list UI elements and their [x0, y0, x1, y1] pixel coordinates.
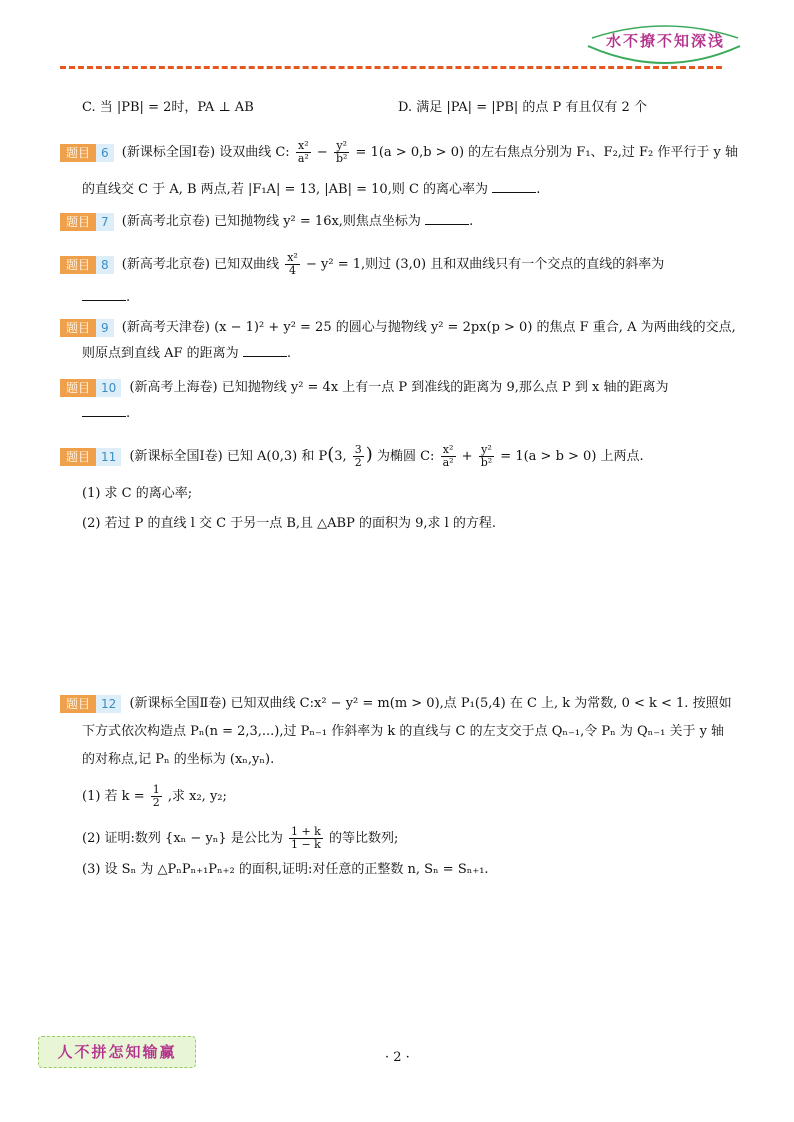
question-8-line-2: .	[82, 288, 130, 308]
question-tag: 题目	[60, 144, 96, 162]
question-9-line-1: 题目 9 (新高考天津卷) (x − 1)² + y² = 25 的圆心与抛物线 y² = 2px(p > 0) 的焦点 F 重合, A 为两曲线的交点,	[60, 318, 736, 338]
question-6-line-2: 的直线交 C 于 A, B 两点,若 |F₁A| = 13, |AB| = 10,则 C 的离心率为 .	[82, 182, 541, 197]
question-8-line-1: 题目 8 (新高考北京卷) 已知双曲线 $\frac{\text{x²}}{4}$ − y² = 1,则过 (3,0) 且和双曲线只有一个交点的直线的斜率为	[60, 252, 664, 277]
answer-blank[interactable]	[425, 212, 469, 225]
question-number: 10	[96, 379, 121, 397]
question-9-line-2: 则原点到直线 AF 的距离为 .	[82, 346, 291, 361]
logo-text: 水不撩不知深浅	[606, 32, 726, 50]
question-12-line-1: 题目 12 (新课标全国Ⅱ卷) 已知双曲线 C:x² − y² = m(m > 0),点 P₁(5,4) 在 C 上, k 为常数, 0 < k < 1. 按照如	[60, 694, 732, 714]
question-10-line-2: .	[82, 404, 130, 424]
question-tag: 题目	[60, 213, 96, 231]
question-tag: 题目	[60, 319, 96, 337]
footer-motto: 人不拼怎知输赢	[38, 1036, 196, 1068]
question-12-sub-3: (3) 设 Sₙ 为 △PₙPₙ₊₁Pₙ₊₂ 的面积,证明:对任意的正整数 n, Sₙ = Sₙ₊₁.	[82, 862, 489, 877]
question-tag: 题目	[60, 256, 96, 274]
answer-blank[interactable]	[492, 180, 536, 193]
page-number: · 2 ·	[385, 1050, 410, 1065]
question-tag: 题目	[60, 695, 96, 713]
question-tag: 题目	[60, 448, 96, 466]
answer-blank[interactable]	[243, 344, 287, 357]
question-6-line-1: 题目 6 (新课标全国Ⅰ卷) 设双曲线 C: $\frac{\text{x²}}{\text{a²}}$ − $\frac{\text{y²}}{\text{b²}}$ = 1(a > 0,b > 0) 的左右焦点分别为 F₁、F₂,过 F₂ 作平行于 y 轴	[60, 140, 738, 165]
fraction: $\frac{1}{2}$	[152, 783, 160, 809]
fraction: $\frac{3}{2}$	[354, 443, 362, 469]
fraction: $\frac{1 + k}{1 - k}$	[290, 825, 321, 851]
fraction: $\frac{\text{y²}}{\text{b²}}$	[480, 443, 493, 469]
question-number: 12	[96, 695, 121, 713]
question-11-line-1: 题目 11 (新课标全国Ⅰ卷) 已知 A(0,3) 和 P(3, $\frac{3}{2}$ ) 为椭圆 C: $\frac{\text{x²}}{\text{a²}}$ + $\frac{\text{y²}}{\text{b²}}$ = 1(a > b > 0) 上两点.	[60, 444, 644, 469]
question-number: 11	[96, 448, 121, 466]
question-11-sub-1: (1) 求 C 的离心率;	[82, 486, 193, 501]
choice-d: D. 满足 |PA| = |PB| 的点 P 有且仅有 2 个	[398, 100, 647, 115]
question-11-sub-2: (2) 若过 P 的直线 l 交 C 于另一点 B,且 △ABP 的面积为 9,求 l 的方程.	[82, 516, 497, 531]
question-12-line-3: 的对称点,记 Pₙ 的坐标为 (xₙ,yₙ).	[82, 752, 275, 767]
question-number: 8	[96, 256, 114, 274]
answer-blank[interactable]	[82, 404, 126, 417]
fraction: $\frac{\text{x²}}{\text{a²}}$	[442, 443, 454, 469]
question-12-line-2: 下方式依次构造点 Pₙ(n = 2,3,...),过 Pₙ₋₁ 作斜率为 k 的直线与 C 的左支交于点 Qₙ₋₁,令 Pₙ 为 Qₙ₋₁ 关于 y 轴	[82, 724, 725, 739]
question-number: 7	[96, 213, 114, 231]
question-number: 9	[96, 319, 114, 337]
question-12-sub-2: (2) 证明:数列 {xₙ − yₙ} 是公比为 $\frac{1 + k}{1 - k}$ 的等比数列;	[82, 825, 399, 851]
question-12-sub-1: (1) 若 k = $\frac{1}{2}$ ,求 x₂, y₂;	[82, 783, 227, 809]
question-tag: 题目	[60, 379, 96, 397]
fraction: $\frac{\text{x²}}{4}$	[287, 251, 298, 277]
question-7: 题目 7 (新高考北京卷) 已知抛物线 y² = 16x,则焦点坐标为 .	[60, 212, 473, 232]
fraction: $\frac{\text{x²}}{\text{a²}}$	[297, 139, 309, 165]
choice-c: C. 当 |PB| = 2时，PA ⊥ AB	[82, 100, 254, 115]
question-number: 6	[96, 144, 114, 162]
fraction: $\frac{\text{y²}}{\text{b²}}$	[335, 139, 348, 165]
question-10-line-1: 题目 10 (新高考上海卷) 已知抛物线 y² = 4x 上有一点 P 到准线的距离为 9,那么点 P 到 x 轴的距离为	[60, 378, 668, 398]
header-divider	[60, 66, 722, 69]
answer-blank[interactable]	[82, 288, 126, 301]
